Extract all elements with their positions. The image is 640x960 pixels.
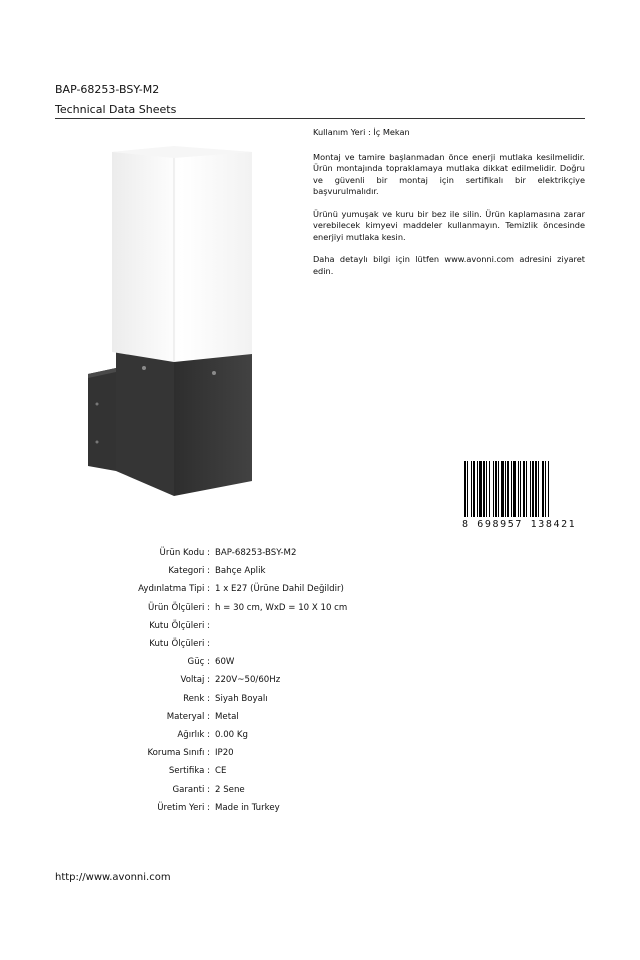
spec-value: CE (215, 766, 227, 777)
spec-row (60, 744, 460, 762)
spec-row (60, 544, 460, 562)
spec-value: h = 30 cm, WxD = 10 X 10 cm (215, 602, 348, 613)
spec-label: Sertifika : (168, 766, 210, 777)
document-subtitle: Technical Data Sheets (55, 103, 177, 116)
spec-value: Bahçe Aplik (215, 566, 266, 577)
spec-label: Kutu Ölçüleri : (149, 620, 210, 631)
spec-label: Aydınlatma Tipi : (138, 584, 210, 595)
spec-value: Metal (215, 711, 239, 722)
spec-row (60, 690, 460, 708)
spec-row (60, 580, 460, 598)
spec-label: Ürün Kodu : (159, 548, 210, 559)
spec-label: Garanti : (172, 784, 210, 795)
spec-value: 0.00 Kg (215, 729, 248, 740)
spec-row (60, 762, 460, 780)
spec-label: Kutu Ölçüleri : (149, 639, 210, 650)
product-code-heading: BAP-68253-BSY-M2 (55, 83, 160, 96)
spec-label: Ürün Ölçüleri : (148, 602, 210, 613)
spec-value: 60W (215, 657, 235, 668)
spec-row (60, 599, 460, 617)
website-link[interactable]: http://www.avonni.com (55, 872, 171, 883)
spec-row (60, 726, 460, 744)
spec-row (60, 671, 460, 689)
spec-value: Made in Turkey (215, 802, 280, 813)
spec-row (60, 635, 460, 653)
spec-row (60, 562, 460, 580)
spec-row (60, 653, 460, 671)
spec-value: 2 Sene (215, 784, 245, 795)
spec-label: Voltaj : (180, 675, 210, 686)
spec-value: Siyah Boyalı (215, 693, 268, 704)
spec-row (60, 780, 460, 798)
spec-row (60, 617, 460, 635)
spec-value: IP20 (215, 748, 234, 759)
spec-table (60, 544, 460, 817)
product-image (86, 146, 256, 498)
spec-row (60, 708, 460, 726)
info-paragraph-website: Daha detaylı bilgi için lütfen www.avonni.com adresini ziyaret edin. (313, 254, 585, 276)
spec-label: Kategori : (168, 566, 210, 577)
spec-label: Güç : (187, 657, 210, 668)
info-block (313, 127, 585, 288)
spec-label: Ağırlık : (177, 729, 210, 740)
info-paragraph-cleaning: Ürünü yumuşak ve kuru bir bez ile silin. Ürün kaplamasına zarar verebilecek kimyevi maddeler kullanmayın. Temizlik öncesinde enerjiyi mutlaka kesin. (313, 208, 585, 242)
spec-row (60, 799, 460, 817)
spec-value: 1 x E27 (Ürüne Dahil Değildir) (215, 584, 344, 595)
spec-label: Koruma Sınıfı : (147, 748, 210, 759)
spec-label: Renk : (183, 693, 210, 704)
spec-value: 220V~50/60Hz (215, 675, 281, 686)
info-paragraph-installation: Montaj ve tamire başlanmadan önce enerji mutlaka kesilmelidir. Ürün montajında topraklamaya mutlaka dikkat edilmelidir. Doğru ve güvenli bir montaj için sertifikalı bir elektrikçiye başvurulmalıdır. (313, 151, 585, 196)
spec-value: BAP-68253-BSY-M2 (215, 548, 297, 559)
header-divider (55, 118, 585, 119)
spec-label: Üretim Yeri : (157, 802, 210, 813)
spec-label: Materyal : (166, 711, 210, 722)
barcode-number: 8 698957 138421 (462, 519, 577, 530)
usage-line: Kullanım Yeri : İç Mekan (313, 127, 410, 137)
